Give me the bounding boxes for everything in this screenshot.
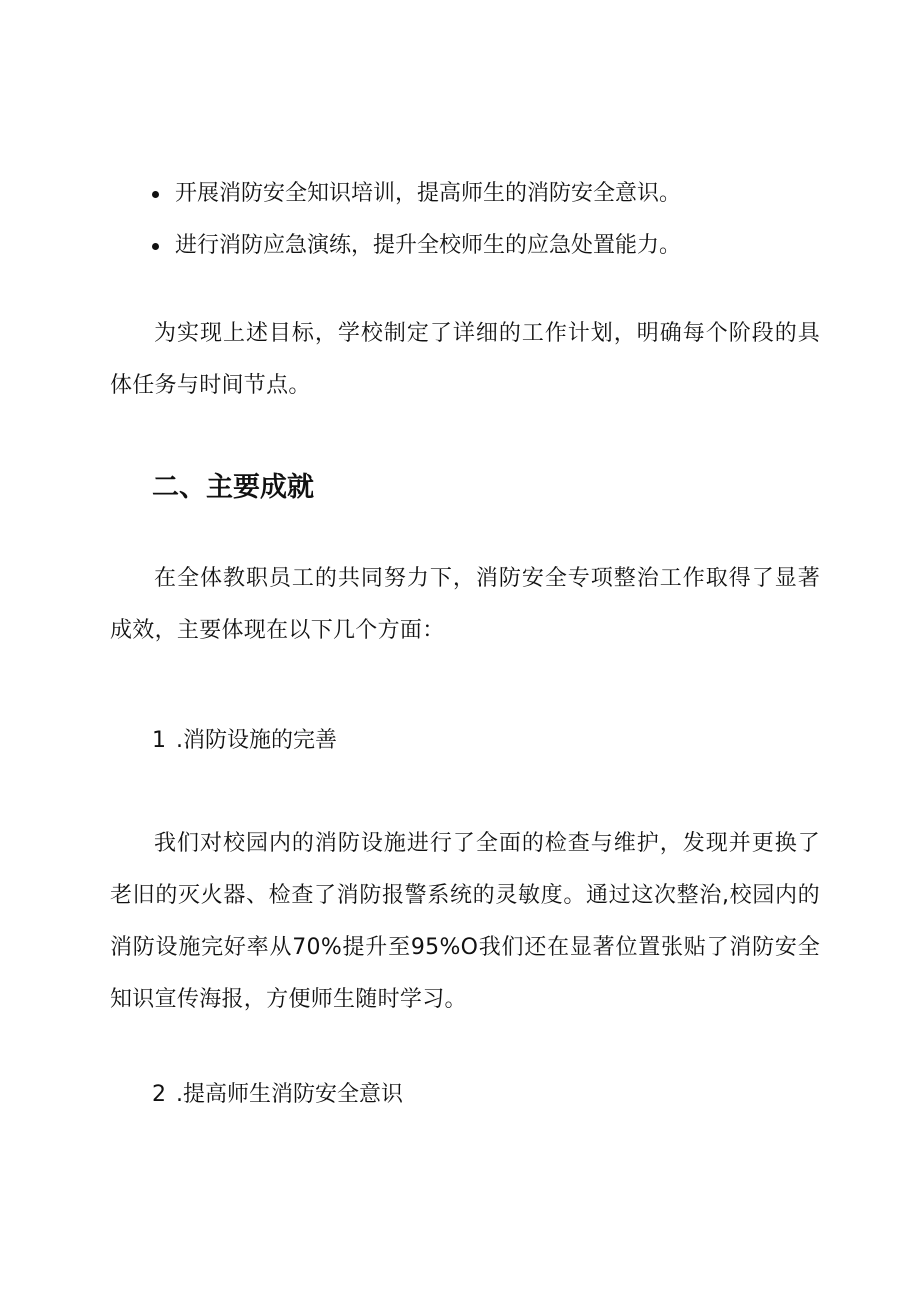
bullet-icon	[152, 191, 159, 198]
bullet-icon	[152, 243, 159, 250]
subheading-title: .提高师生消防安全意识	[176, 1082, 403, 1107]
bullet-text: 进行消防应急演练，提升全校师生的应急处置能力。	[175, 233, 682, 258]
section-heading: 二、主要成就	[152, 472, 314, 503]
plan-paragraph: 为实现上述目标，学校制定了详细的工作计划，明确每个阶段的具体任务与时间节点。	[110, 321, 820, 398]
subheading-awareness	[152, 1075, 403, 1115]
subheading-number: 1	[152, 728, 166, 753]
goal-bullet-list	[150, 168, 830, 272]
bullet-text: 开展消防安全知识培训，提高师生的消防安全意识。	[175, 181, 682, 206]
list-item	[150, 168, 830, 220]
intro-paragraph: 在全体教职员工的共同努力下，消防安全专项整治工作取得了显著成效，主要体现在以下几个方面：	[110, 566, 820, 643]
facilities-paragraph: 我们对校园内的消防设施进行了全面的检查与维护，发现并更换了老旧的灭火器、检查了消防报警系统的灵敏度。通过这次整治,校园内的消防设施完好率从70%提升至95%O我们还在显著位置张贴了消防安全知识宣传海报，方便师生随时学习。	[110, 831, 820, 1012]
subheading-title: .消防设施的完善	[176, 728, 337, 753]
list-item	[150, 220, 830, 272]
subheading-facilities	[152, 721, 337, 761]
subheading-number: 2	[152, 1082, 166, 1107]
